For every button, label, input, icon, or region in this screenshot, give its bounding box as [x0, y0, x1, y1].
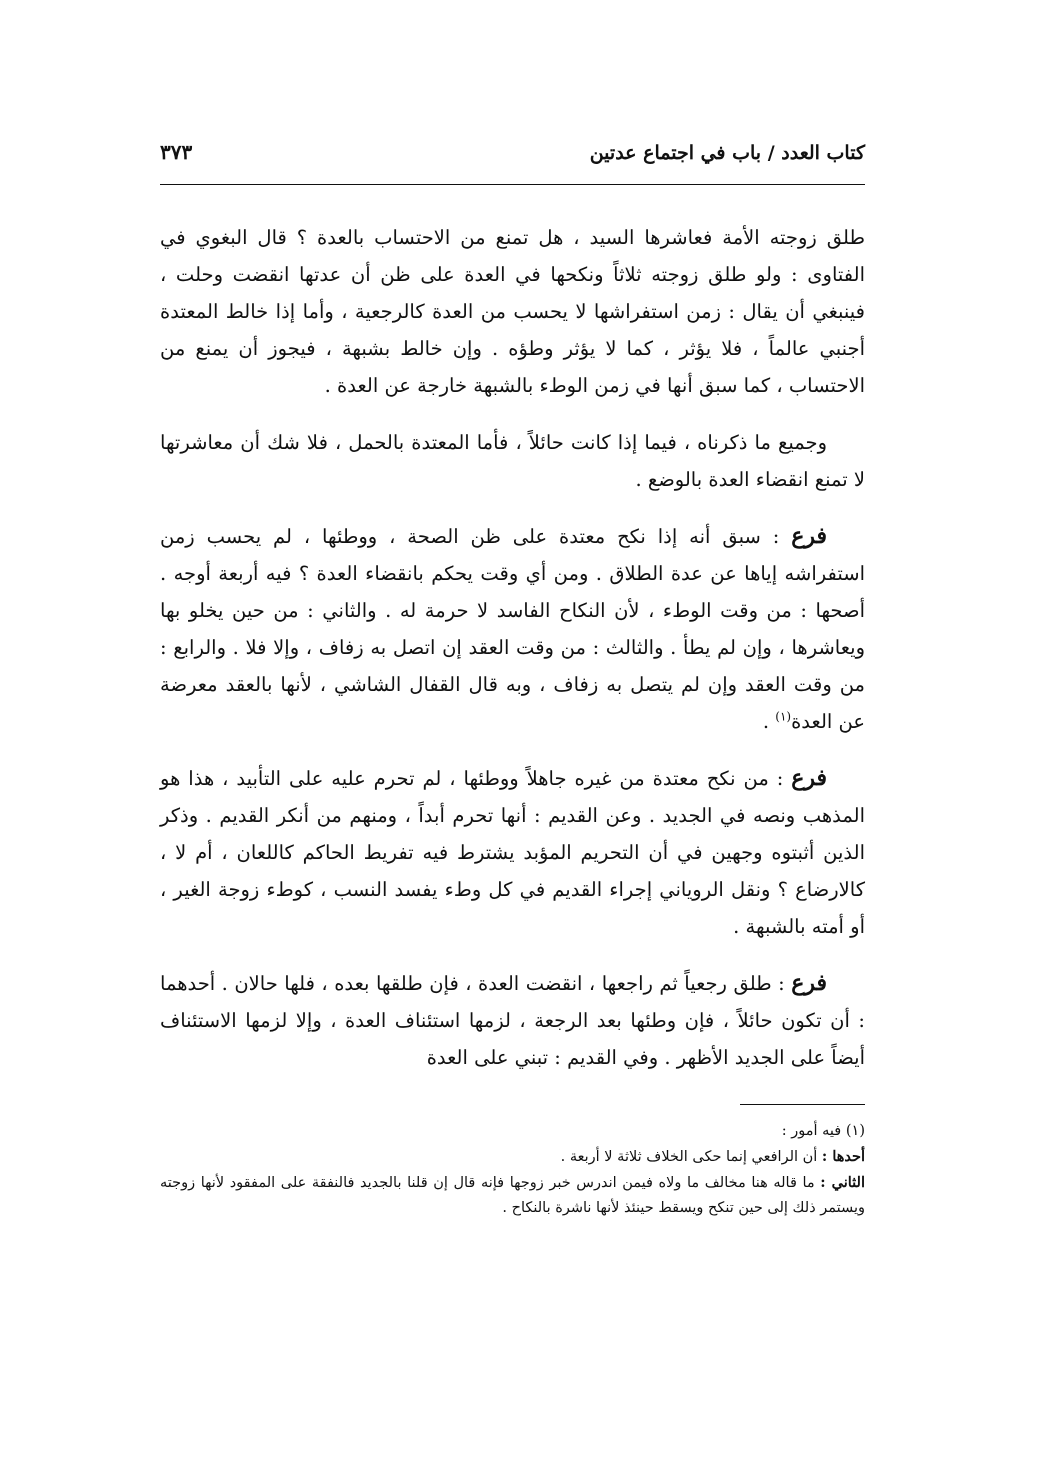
paragraph-text: طلق زوجته الأمة فعاشرها السيد ، هل تمنع من الاحتساب بالعدة ؟ قال البغوي في الفتاوى : ولو طلق زوجته ثلاثاً ونكحها في العدة على ظن أن عدتها انقضت وحلت ، فينبغي أن يقال : زمن استفراشها لا يحسب من العدة كالرجعية ، وأما إذا خالط المعتدة أجنبي عالماً ، فلا يؤثر ، كما لا يؤثر وطؤه . وإن خالط بشبهة ، فيجوز أن يمنع من الاحتساب ، كما سبق أنها في زمن الوطء بالشبهة خارجة عن العدة . [160, 226, 865, 397]
footnote-number: (١) [845, 1123, 865, 1139]
footnote-separator [740, 1104, 865, 1105]
footnote-item-1 [160, 1144, 865, 1170]
running-header [160, 140, 865, 184]
paragraph-tail: . [762, 710, 776, 733]
page-number: ٣٧٣ [160, 140, 193, 164]
footnote-item-label: أحدها : [821, 1148, 865, 1165]
paragraph-text: وجميع ما ذكرناه ، فيما إذا كانت حائلاً ، فأما المعتدة بالحمل ، فلا شك أن معاشرتها لا تمنع انقضاء العدة بالوضع . [160, 431, 865, 491]
paragraph-text: : سبق أنه إذا نكح معتدة على ظن الصحة ، ووطئها ، لم يحسب زمن استفراشه إياها عن عدة الطلاق . ومن أي وقت يحكم بانقضاء العدة ؟ فيه أربعة أوجه . أصحها : من وقت الوطء ، لأن النكاح الفاسد لا حرمة له . والثاني : من حين يخلو بها ويعاشرها ، وإن لم يطأ . والثالث : من وقت العقد إن اتصل به زفاف ، وإلا فلا . والرابع : من وقت العقد وإن لم يتصل به زفاف ، وبه قال القفال الشاشي ، لأنها بالعقد معرضة عن العدة [160, 525, 865, 733]
footnotes [160, 1119, 865, 1221]
footnote-intro-text: فيه أمور : [781, 1123, 842, 1139]
paragraph-5 [160, 965, 865, 1076]
footnote-item-text: ما قاله هنا مخالف ما ولاه فيمن اندرس خبر زوجها فإنه قال إن قلنا بالجديد فالنفقة على المفقود لأنها زوجته ويستمر ذلك إلى حين تنكح ويسقط حينئذ لأنها ناشرة بالنكاح . [160, 1175, 865, 1216]
section-lead-far: فرع [791, 523, 827, 549]
paragraph-1 [160, 219, 865, 404]
header-rule [160, 184, 865, 185]
footnote-intro [160, 1119, 865, 1144]
book-page [160, 140, 865, 1221]
main-text [160, 219, 865, 1076]
section-lead-far: فرع [791, 765, 827, 791]
section-lead-far: فرع [791, 970, 827, 996]
chapter-title: كتاب العدد / باب في اجتماع عدتين [589, 142, 865, 164]
footnote-reference[interactable]: (١) [775, 709, 792, 724]
paragraph-3 [160, 518, 865, 740]
paragraph-2 [160, 424, 865, 498]
footnote-item-label: الثاني : [820, 1174, 866, 1191]
paragraph-4 [160, 760, 865, 945]
footnote-item-text: أن الرافعي إنما حكى الخلاف ثلاثة لا أربعة . [560, 1149, 822, 1165]
paragraph-text: : من نكح معتدة من غيره جاهلاً ووطئها ، لم تحرم عليه على التأبيد ، هذا هو المذهب ونصه في الجديد . وعن القديم : أنها تحرم أبداً ، ومنهم من أنكر القديم . وذكر الذين أثبتوه وجهين في أن التحريم المؤبد يشترط فيه تفريط الحاكم كاللعان ، أم لا ، كالارضاع ؟ ونقل الروياني إجراء القديم في كل وطء يفسد النسب ، كوطء زوجة الغير ، أو أمته بالشبهة . [160, 767, 865, 938]
footnote-item-2 [160, 1170, 865, 1221]
paragraph-text: : طلق رجعياً ثم راجعها ، انقضت العدة ، فإن طلقها بعده ، فلها حالان . أحدهما : أن تكون حائلاً ، فإن وطئها بعد الرجعة ، لزمها استئناف العدة ، وإلا لزمها الاستئناف أيضاً على الجديد الأظهر . وفي القديم : تبني على العدة [160, 972, 865, 1069]
